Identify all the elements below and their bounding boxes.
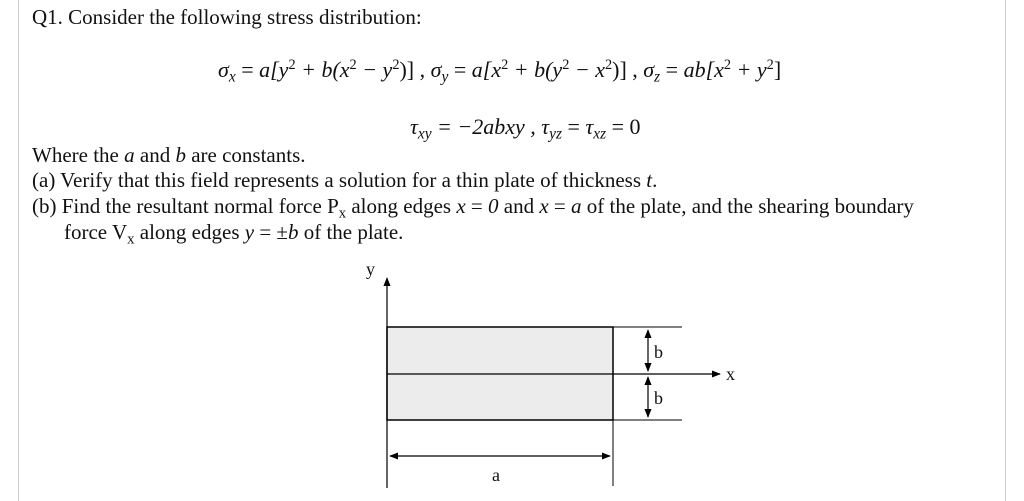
exponent: 2 (288, 57, 296, 74)
part-a-text-1: (a) Verify that this field represents a solution for a thin plate of thickness (32, 168, 647, 192)
constants-text-2: and (134, 143, 176, 167)
var-b: b (287, 220, 299, 244)
tau-xy-rhs: = −2abxy , (431, 114, 536, 139)
sigma-y-rhs-part4: )] , (612, 57, 638, 82)
constants-text-3: are constants. (185, 143, 306, 167)
exponent: 2 (562, 57, 570, 74)
x-axis-label: x (726, 364, 735, 384)
var-a: a (571, 194, 582, 218)
thickness-t: t (646, 168, 653, 192)
tau-xy-subscript: xy (417, 125, 432, 143)
tau-yz-symbol: τ (541, 114, 550, 139)
exponent: 2 (604, 57, 613, 74)
constants-text-1: Where the (32, 143, 125, 167)
value-zero: 0 (488, 194, 499, 218)
equals-sign: = (235, 57, 260, 82)
sigma-y-rhs-part1: a[x (471, 57, 502, 82)
tau-zero-value: = 0 (606, 114, 641, 139)
vx-subscript: x (127, 231, 135, 248)
sigma-z-rhs-part2: + y (731, 57, 767, 82)
equals-sign: = (561, 114, 586, 139)
part-b-text-3: = (465, 194, 489, 218)
sigma-x-subscript: x (228, 68, 236, 86)
sigma-y-subscript: y (441, 68, 449, 86)
sigma-x-rhs-part1: a[y (259, 57, 289, 82)
sigma-z-rhs-part1: ab[x (683, 57, 724, 82)
part-b-l2-text-1: force V (64, 220, 128, 244)
part-b-text-4: and (498, 194, 540, 218)
sigma-x-rhs-part4: )] , (399, 57, 426, 82)
a-dimension-label: a (492, 465, 500, 485)
var-x-1: x (456, 194, 466, 218)
part-b-l2-text-2: along edges (134, 220, 245, 244)
part-b-text-2: along edges (346, 194, 457, 218)
part-a-text-2: . (652, 168, 658, 192)
exponent: 2 (723, 57, 732, 74)
sigma-z-symbol: σ (643, 57, 655, 82)
part-b-l2-text-3: = ± (254, 220, 288, 244)
var-y: y (244, 220, 255, 244)
part-b-text-6: of the plate, and the shearing boundary (581, 194, 914, 218)
sigma-y-rhs-part3: − x (569, 57, 605, 82)
b-upper-label: b (654, 342, 663, 362)
tau-xy-symbol: τ (410, 114, 418, 139)
tau-xz-subscript: xz (593, 125, 607, 143)
sigma-x-rhs-part2: + b(x (295, 57, 350, 82)
tau-yz-subscript: yz (549, 125, 562, 143)
equals-sign: = (448, 57, 472, 82)
sigma-x-rhs-part3: − y (356, 57, 393, 82)
exponent: 2 (766, 57, 774, 74)
y-axis-label: y (366, 259, 375, 279)
b-lower-label: b (654, 388, 663, 408)
sigma-z-rhs-part3: ] (773, 57, 782, 82)
sigma-y-rhs-part2: + b(y (508, 57, 563, 82)
tau-xz-symbol: τ (585, 114, 594, 139)
part-b-text-1: (b) Find the resultant normal force P (32, 194, 339, 218)
var-x-2: x (539, 194, 549, 218)
exponent: 2 (392, 57, 400, 74)
exponent: 2 (349, 57, 357, 74)
exponent: 2 (501, 57, 509, 74)
constant-b: b (175, 143, 186, 167)
px-subscript: x (338, 205, 347, 222)
part-b-l2-text-4: of the plate. (298, 220, 404, 244)
sigma-z-subscript: z (654, 68, 661, 86)
part-b-text-5: = (548, 194, 572, 218)
question-title-text: Q1. Consider the following stress distribution: (32, 5, 422, 29)
equals-sign: = (660, 57, 684, 82)
sigma-y-symbol: σ (430, 57, 442, 82)
constant-a: a (124, 143, 135, 167)
sigma-x-symbol: σ (218, 57, 229, 82)
